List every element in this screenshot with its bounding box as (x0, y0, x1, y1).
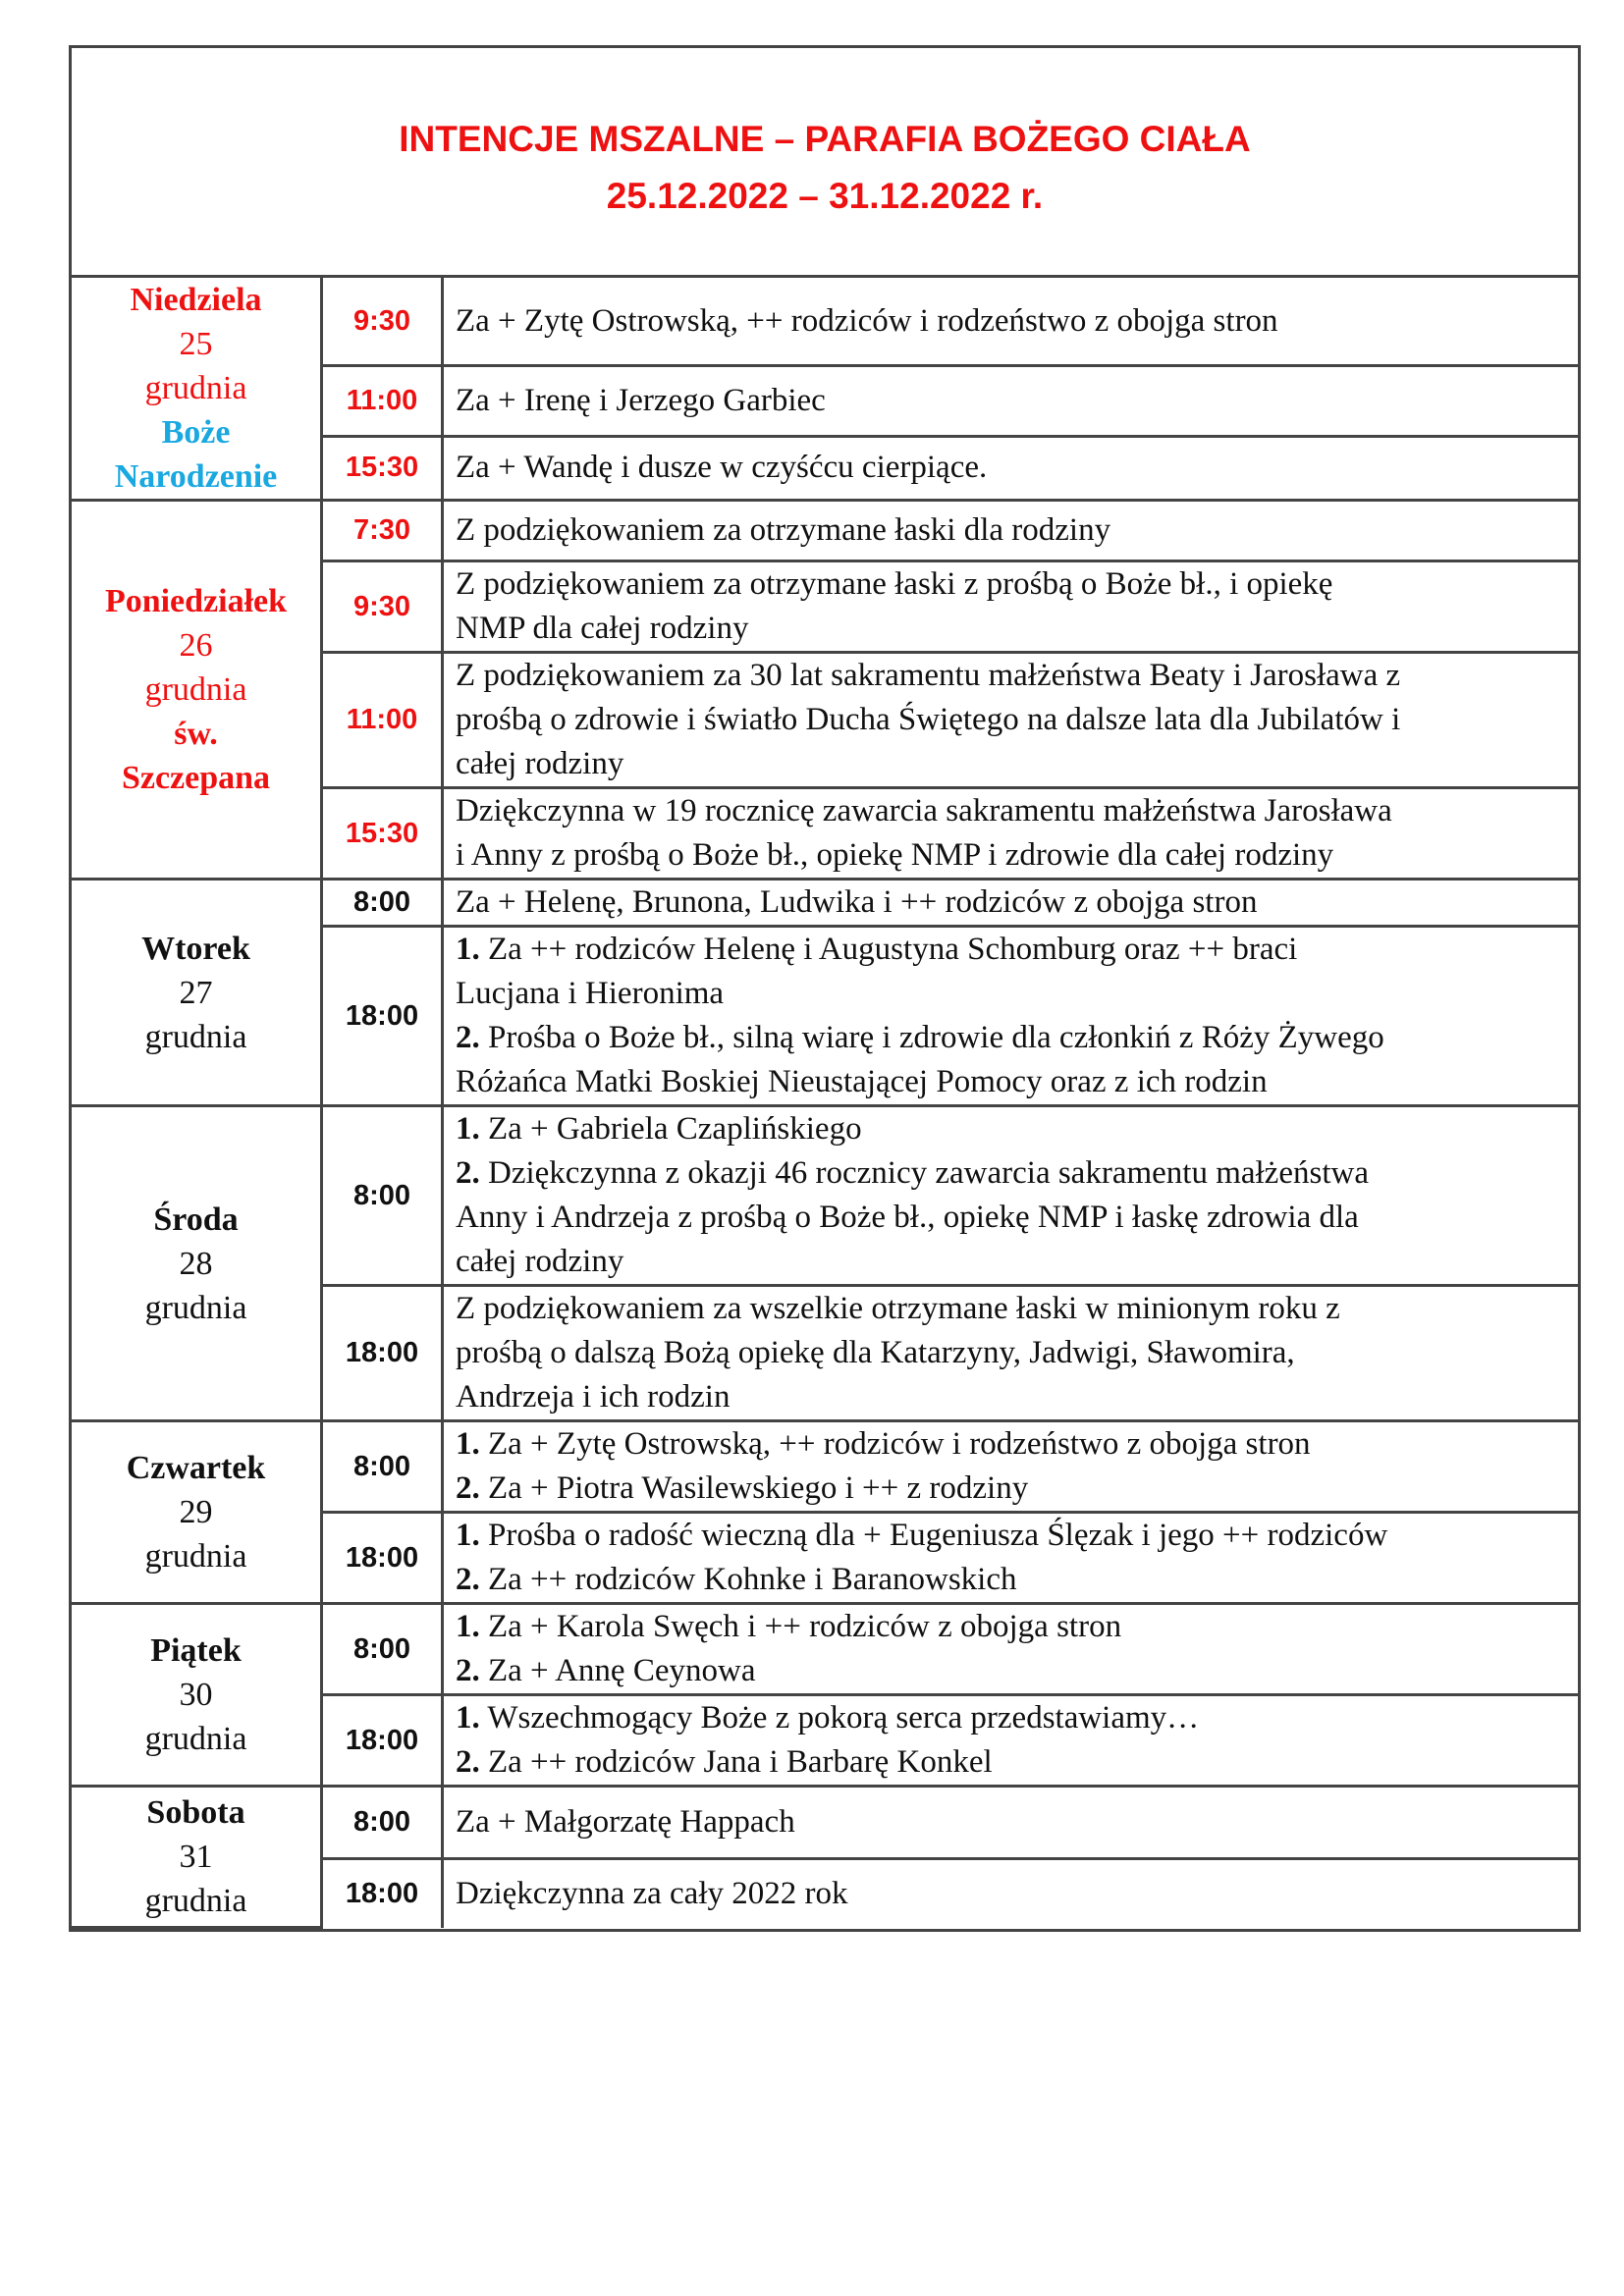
intention-line: Za + Wandę i dusze w czyśćcu cierpiące. (456, 450, 988, 486)
mass-intention (443, 653, 1579, 788)
intentions-sheet (69, 45, 1581, 1932)
mass-intention (443, 278, 1579, 366)
intention-text: Za + Annę Ceynowa (488, 1653, 756, 1688)
mass-intention (443, 927, 1579, 1106)
date-range: 25.12.2022 – 31.12.2022 r. (606, 175, 1044, 216)
mass-intention (443, 1787, 1579, 1859)
intention-line: Z podziękowaniem za otrzymane łaski dla rodziny (456, 512, 1111, 548)
page-header (72, 48, 1578, 278)
intention-line: całej rodziny (456, 746, 624, 781)
intention-text: Wszechmogący Boże z pokorą serca przedstawiamy… (487, 1700, 1200, 1735)
feast-label: Boże (161, 414, 231, 451)
mass-intention (443, 366, 1579, 437)
intention-text: Dziękczynna z okazji 46 rocznicy zawarcia sakramentu małżeństwa (488, 1155, 1369, 1191)
item-number: 2. (456, 1562, 480, 1597)
intention-line (456, 1558, 1566, 1602)
schedule-table (72, 278, 1578, 1929)
item-number: 1. (456, 1426, 480, 1462)
intention-line: i Anny z prośbą o Boże bł., opiekę NMP i zdrowie dla całej rodziny (456, 837, 1334, 873)
item-number: 1. (456, 1518, 480, 1553)
feast-label: Narodzenie (114, 458, 278, 495)
intention-line: prośbą o zdrowie i światło Ducha Świętego na dalsze lata dla Jubilatów i (456, 702, 1401, 737)
intention-line: NMP dla całej rodziny (456, 611, 749, 646)
intention-line (456, 1422, 1566, 1467)
intention-line (456, 1740, 1566, 1785)
mass-time: 11:00 (322, 653, 443, 788)
day-cell (72, 278, 322, 501)
mass-intention (443, 1421, 1579, 1513)
mass-intention (443, 788, 1579, 880)
mass-intention (443, 436, 1579, 500)
mass-intention (443, 1604, 1579, 1695)
intention-line (456, 1467, 1566, 1511)
mass-intention (443, 1286, 1579, 1421)
intention-line: Za + Zytę Ostrowską, ++ rodziców i rodzeństwo z obojga stron (456, 302, 1278, 339)
day-month: grudnia (144, 370, 247, 406)
intention-line: Z podziękowaniem za 30 lat sakramentu małżeństwa Beaty i Jarosława z (456, 658, 1401, 693)
day-number: 25 (179, 326, 213, 362)
day-cell (72, 1106, 322, 1421)
mass-time: 18:00 (322, 1286, 443, 1421)
intention-line: Dziękczynna za cały 2022 rok (456, 1875, 848, 1911)
day-month: grudnia (144, 1018, 247, 1055)
mass-row (72, 278, 1578, 366)
day-cell (72, 880, 322, 1106)
day-number: 31 (179, 1839, 213, 1875)
day-name: Czwartek (126, 1450, 266, 1486)
day-number: 27 (179, 974, 213, 1011)
item-number: 2. (456, 1470, 480, 1506)
intention-text: Za + Gabriela Czaplińskiego (488, 1111, 862, 1147)
page-title: INTENCJE MSZALNE – PARAFIA BOŻEGO CIAŁA (399, 118, 1251, 159)
intention-line: Za + Helenę, Brunona, Ludwika i ++ rodziców z obojga stron (456, 884, 1258, 920)
day-name: Wtorek (141, 930, 250, 967)
intention-line: Z podziękowaniem za wszelkie otrzymane łaski w minionym roku z (456, 1291, 1340, 1326)
item-number: 2. (456, 1653, 480, 1688)
mass-time: 18:00 (322, 1859, 443, 1928)
day-cell (72, 1421, 322, 1604)
day-month: grudnia (144, 1289, 247, 1326)
mass-intention (443, 1106, 1579, 1286)
day-number: 29 (179, 1494, 213, 1530)
intention-line: Z podziękowaniem za otrzymane łaski z prośbą o Boże bł., i opiekę (456, 566, 1333, 602)
mass-row (72, 501, 1578, 561)
intention-text: Anny i Andrzeja z prośbą o Boże bł., opiekę NMP i łaskę zdrowia dla (456, 1200, 1359, 1235)
day-name: Środa (153, 1201, 239, 1238)
mass-intention (443, 1859, 1579, 1928)
intention-text: Za + Zytę Ostrowską, ++ rodziców i rodzeństwo z obojga stron (488, 1426, 1311, 1462)
feast-label: św. (174, 716, 218, 752)
mass-row (72, 880, 1578, 927)
mass-time: 11:00 (322, 366, 443, 437)
intention-text: Różańca Matki Boskiej Nieustającej Pomocy oraz z ich rodzin (456, 1064, 1268, 1099)
intention-line: Za + Irenę i Jerzego Garbiec (456, 382, 826, 418)
intention-line (456, 1240, 1566, 1284)
mass-time: 18:00 (322, 1513, 443, 1604)
intention-line: Andrzeja i ich rodzin (456, 1379, 731, 1415)
day-number: 28 (179, 1245, 213, 1282)
item-number: 2. (456, 1744, 480, 1780)
intention-text: Lucjana i Hieronima (456, 976, 725, 1011)
intention-line (456, 1060, 1566, 1104)
intention-line (456, 1514, 1566, 1558)
intention-text: Za ++ rodziców Jana i Barbarę Konkel (488, 1744, 993, 1780)
intention-line (456, 1649, 1566, 1693)
day-name: Sobota (146, 1794, 245, 1831)
intention-line (456, 1151, 1566, 1196)
mass-time: 8:00 (322, 1787, 443, 1859)
intention-line (456, 928, 1566, 972)
intention-line (456, 1696, 1566, 1740)
intention-line: Dziękczynna w 19 rocznicę zawarcia sakramentu małżeństwa Jarosława (456, 793, 1392, 828)
intention-line (456, 1107, 1566, 1151)
mass-time: 8:00 (322, 1604, 443, 1695)
feast-label: Szczepana (121, 760, 271, 796)
mass-time: 18:00 (322, 1695, 443, 1787)
item-number: 1. (456, 1111, 480, 1147)
intention-line (456, 1605, 1566, 1649)
day-month: grudnia (144, 1883, 247, 1919)
day-month: grudnia (144, 671, 247, 708)
intention-text: Za ++ rodziców Helenę i Augustyna Schomburg oraz ++ braci (488, 932, 1298, 967)
mass-time: 18:00 (322, 927, 443, 1106)
day-number: 26 (179, 627, 213, 664)
intention-text: Prośba o Boże bł., silną wiarę i zdrowie dla członkiń z Róży Żywego (488, 1020, 1384, 1055)
intention-line (456, 1016, 1566, 1060)
mass-time: 15:30 (322, 436, 443, 500)
mass-row (72, 1106, 1578, 1286)
mass-row (72, 1787, 1578, 1859)
day-cell (72, 1787, 322, 1928)
mass-time: 15:30 (322, 788, 443, 880)
mass-row (72, 1604, 1578, 1695)
mass-intention (443, 1513, 1579, 1604)
mass-time: 8:00 (322, 1106, 443, 1286)
intention-text: Za + Karola Swęch i ++ rodziców z obojga stron (488, 1609, 1122, 1644)
day-number: 30 (179, 1677, 213, 1713)
intention-line: prośbą o dalszą Bożą opiekę dla Katarzyny, Jadwigi, Sławomira, (456, 1335, 1295, 1370)
day-cell (72, 1604, 322, 1787)
mass-time: 7:30 (322, 501, 443, 561)
day-name: Niedziela (130, 282, 262, 318)
intention-line (456, 972, 1566, 1016)
intention-text: Prośba o radość wieczną dla + Eugeniusza Ślęzak i jego ++ rodziców (488, 1518, 1388, 1553)
item-number: 2. (456, 1155, 480, 1191)
intention-line: Za + Małgorzatę Happach (456, 1804, 795, 1840)
mass-intention (443, 501, 1579, 561)
mass-intention (443, 880, 1579, 927)
day-name: Piątek (150, 1632, 242, 1669)
mass-intention (443, 561, 1579, 653)
intention-line (456, 1196, 1566, 1240)
item-number: 1. (456, 1700, 480, 1735)
mass-time: 8:00 (322, 1421, 443, 1513)
mass-time: 8:00 (322, 880, 443, 927)
intention-text: całej rodziny (456, 1244, 624, 1279)
day-name: Poniedziałek (104, 583, 288, 619)
item-number: 1. (456, 1609, 480, 1644)
intention-text: Za + Piotra Wasilewskiego i ++ z rodziny (488, 1470, 1029, 1506)
item-number: 1. (456, 932, 480, 967)
intention-text: Za ++ rodziców Kohnke i Baranowskich (488, 1562, 1017, 1597)
mass-time: 9:30 (322, 278, 443, 366)
mass-time: 9:30 (322, 561, 443, 653)
item-number: 2. (456, 1020, 480, 1055)
day-month: grudnia (144, 1538, 247, 1575)
mass-intention (443, 1695, 1579, 1787)
day-cell (72, 501, 322, 880)
mass-row (72, 1421, 1578, 1513)
day-month: grudnia (144, 1721, 247, 1757)
